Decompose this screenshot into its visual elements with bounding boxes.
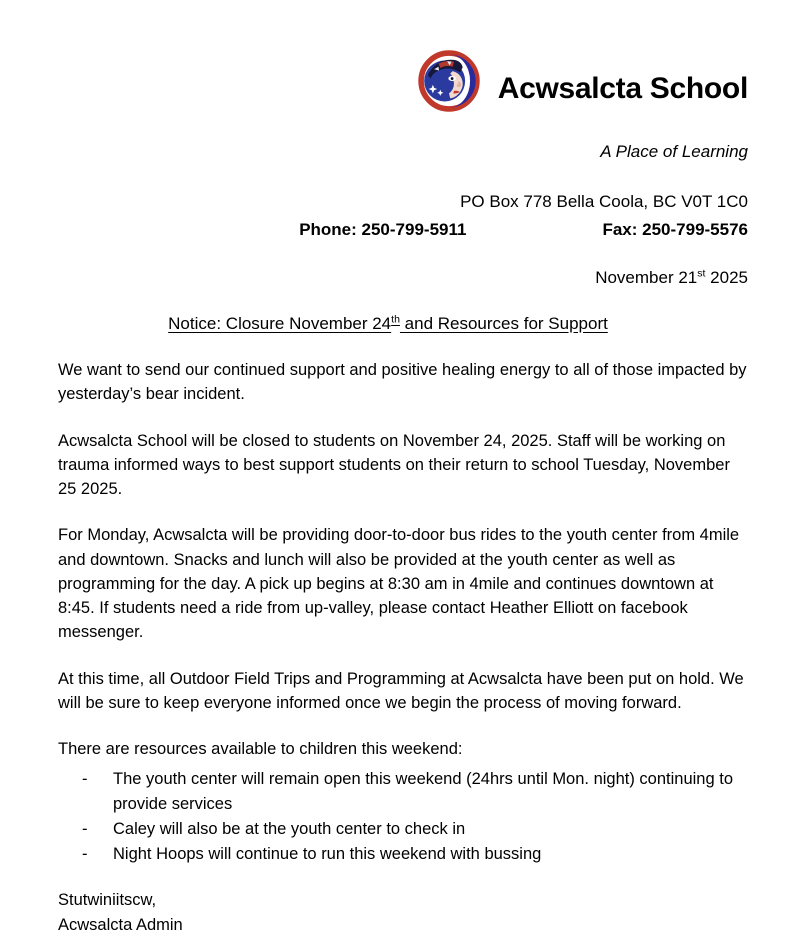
notice-title [0, 314, 804, 334]
signoff-greeting: Stutwiniitscw, [58, 891, 157, 910]
school-crest-icon [418, 50, 480, 112]
resources-list [58, 767, 750, 866]
paragraph-support: We want to send our continued support and positive healing energy to all of those impacted by yesterday’s bear incident. [58, 361, 747, 404]
paragraph-field-trips: At this time, all Outdoor Field Trips and Programming at Acwsalcta have been put on hold. We will be sure to keep everyone informed once we begin the process of moving forward. [58, 669, 744, 712]
brand-row [0, 46, 804, 132]
notice-title-part2: and Resources for Support [399, 314, 608, 333]
school-tagline: A Place of Learning [600, 142, 748, 161]
list-item [58, 842, 750, 866]
list-item [58, 767, 750, 816]
list-marker: - [82, 770, 88, 789]
letter-body [58, 358, 750, 937]
date-ordinal-suffix: st [697, 267, 706, 280]
list-item-label: The youth center will remain open this weekend (24hrs until Mon. night) continuing to provide services [113, 770, 734, 813]
notice-title-superscript: th [391, 313, 400, 326]
list-item-label: Caley will also be at the youth center to check in [113, 819, 466, 838]
paragraph-closure: Acwsalcta School will be closed to students on November 24, 2025. Staff will be working on trauma informed ways to best support students on their return to school Tuesday, November 25 2025. [58, 431, 730, 498]
paragraph-monday-transport: For Monday, Acwsalcta will be providing door-to-door bus rides to the youth center from 4mile and downtown. Snacks and lunch will also be provided at the youth center as well as programming for the day. A pick up begins at 8:30 am in 4mile and continues downtown at 8:45. If students need a ride from up-valley, please contact Heather Elliott on facebook messenger. [58, 526, 740, 642]
address-line: PO Box 778 Bella Coola, BC V0T 1C0 [460, 192, 748, 211]
list-marker: - [82, 845, 88, 863]
signoff-author: Acwsalcta Admin [58, 915, 183, 934]
signoff [58, 888, 750, 937]
date-main: November 21 [595, 268, 698, 287]
school-name: Acwsalcta School [497, 72, 748, 105]
list-marker: - [82, 819, 88, 838]
list-item [58, 817, 750, 841]
date-year: 2025 [705, 268, 748, 287]
notice-title-part1: Notice: Closure November 24 [168, 314, 392, 333]
letterhead [0, 0, 804, 334]
phone-number: Phone: 250-799-5911 [299, 220, 467, 239]
letter-date [0, 268, 804, 288]
resources-intro: There are resources available to children this weekend: [58, 740, 463, 758]
contact-line [0, 220, 804, 240]
fax-number: Fax: 250-799-5576 [602, 220, 748, 239]
list-item-label: Night Hoops will continue to run this weekend with bussing [113, 845, 542, 863]
